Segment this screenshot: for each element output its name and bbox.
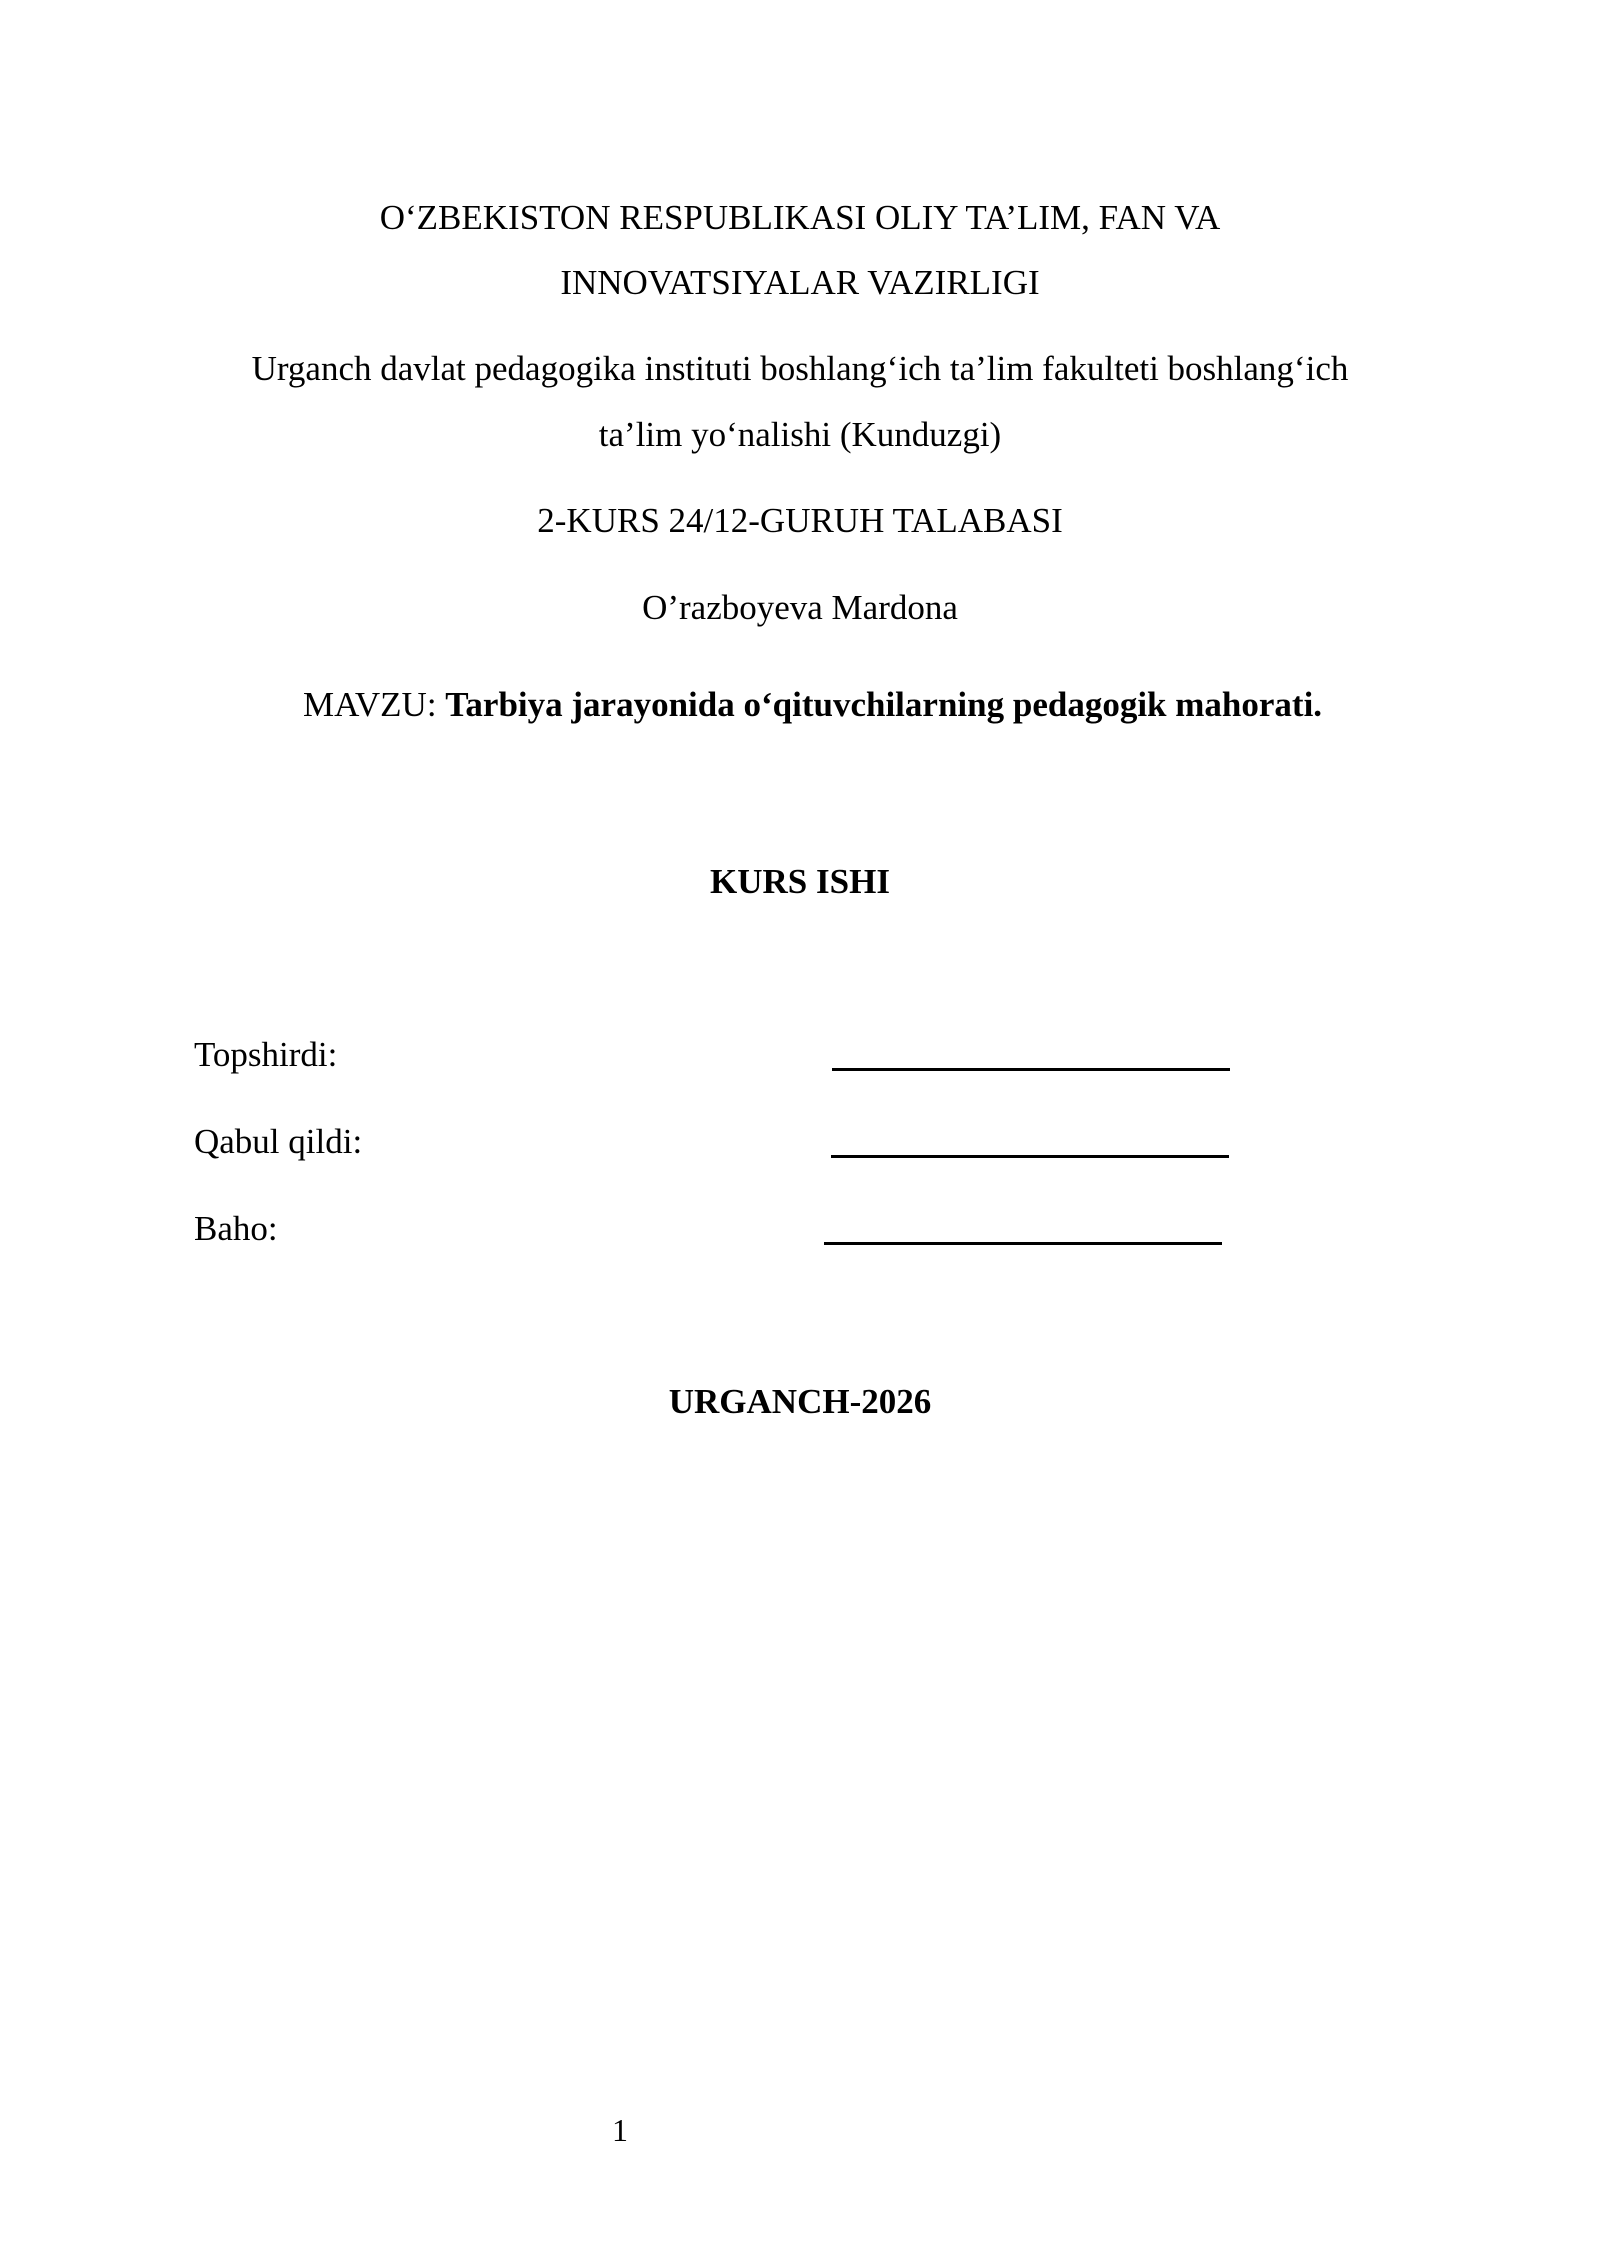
topic-label: MAVZU:	[303, 685, 446, 724]
topic	[303, 683, 1322, 727]
ministry-line-1: O‘ZBEKISTON RESPUBLIKASI OLIY TA’LIM, FAN VA	[379, 198, 1221, 237]
signature-label-grade: Baho:	[194, 1209, 278, 1248]
institute-line-1: Urganch davlat pedagogika instituti boshlang‘ich ta’lim fakulteti boshlang‘ich	[251, 349, 1349, 388]
city-year: URGANCH-2026	[668, 1382, 932, 1421]
ministry-line-2: INNOVATSIYALAR VAZIRLIGI	[560, 263, 1040, 302]
signature-line-grade	[824, 1242, 1222, 1245]
topic-text: Tarbiya jarayonida o‘qituvchilarning pedagogik mahorati.	[445, 685, 1323, 724]
signature-line-submitted	[832, 1068, 1230, 1071]
page-number: 1	[612, 2112, 628, 2148]
signature-label-submitted: Topshirdi:	[194, 1035, 338, 1074]
student-name: O’razboyeva Mardona	[642, 588, 958, 627]
institute-line-2: ta’lim yo‘nalishi (Kunduzgi)	[598, 415, 1002, 454]
signature-label-accepted: Qabul qildi:	[194, 1122, 363, 1161]
work-type-heading: KURS ISHI	[710, 862, 890, 901]
signature-line-accepted	[831, 1155, 1229, 1158]
course-group: 2-KURS 24/12-GURUH TALABASI	[537, 501, 1063, 540]
